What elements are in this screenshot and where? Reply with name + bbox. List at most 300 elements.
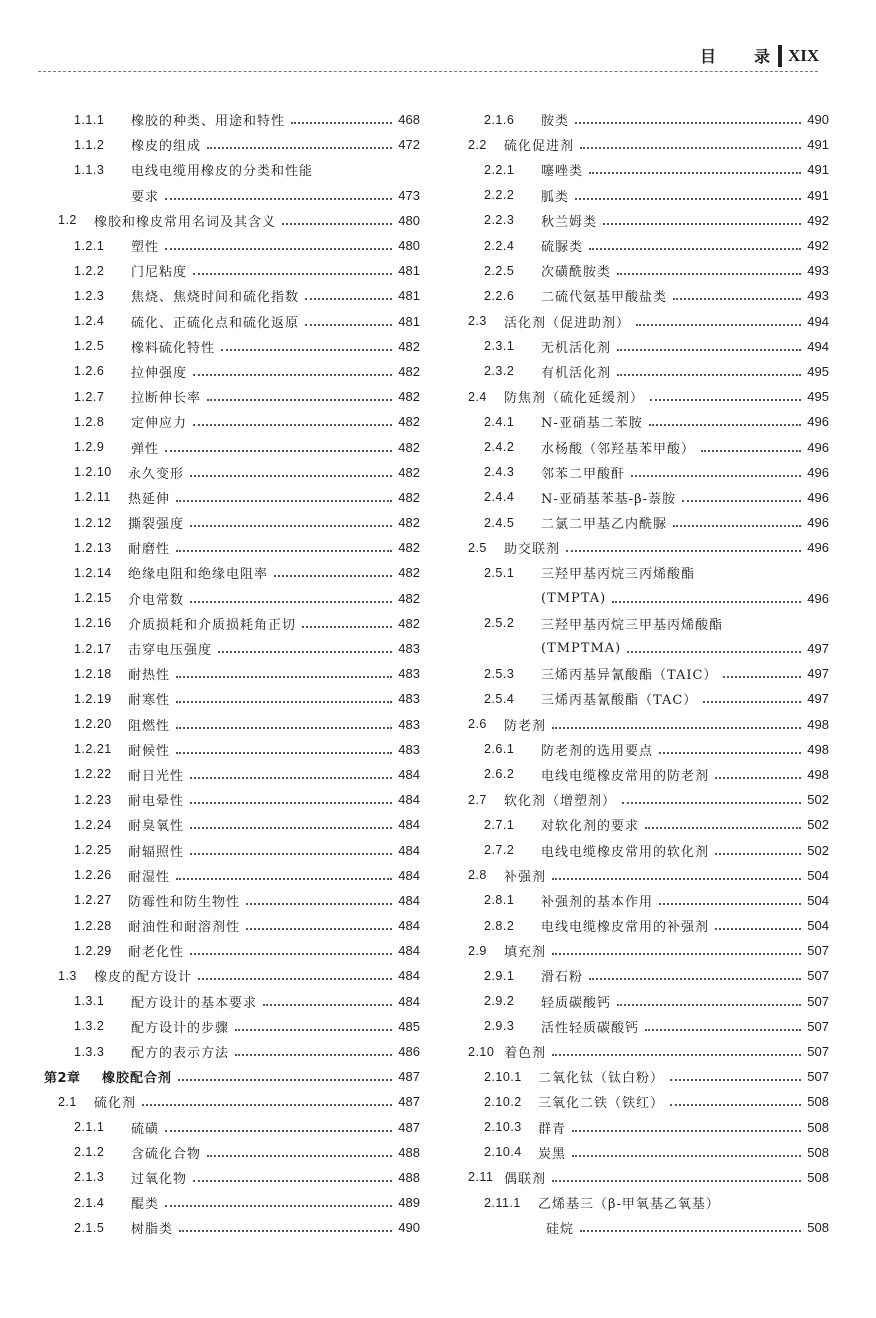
toc-entry-number: 2.6.1	[484, 742, 515, 757]
toc-entry-number: 2.5.3	[484, 666, 515, 681]
toc-entry	[44, 1014, 420, 1039]
toc-leader-dots	[176, 675, 392, 678]
toc-entry-page: 481	[398, 313, 420, 329]
toc-entry	[464, 1190, 829, 1215]
toc-entry	[44, 837, 420, 862]
toc-entry	[44, 863, 420, 888]
toc-entry-number: 1.2.23	[74, 792, 112, 807]
toc-entry	[464, 132, 829, 157]
toc-entry-page: 482	[398, 540, 420, 556]
toc-entry-number: 2.7	[468, 792, 487, 807]
toc-entry-title: 橡皮的配方设计	[94, 970, 193, 986]
toc-entry-page: 472	[398, 137, 420, 153]
toc-entry	[464, 183, 829, 208]
toc-entry-title: 活化剂（促进助剂）	[504, 315, 631, 331]
toc-leader-dots	[165, 1204, 392, 1207]
toc-leader-dots	[670, 1103, 801, 1106]
toc-leader-dots	[190, 776, 392, 779]
toc-entry-title: 拉断伸长率	[131, 391, 202, 407]
toc-leader-dots	[572, 1129, 801, 1132]
toc-entry-title: 防老剂的选用要点	[541, 743, 654, 759]
toc-entry-title: 填充剂	[504, 945, 547, 961]
toc-entry	[44, 384, 420, 409]
toc-entry-number: 1.3.3	[74, 1044, 105, 1059]
toc-leader-dots	[282, 222, 392, 225]
toc-entry-page: 484	[398, 968, 420, 984]
toc-entry-number: 2.1.2	[74, 1145, 105, 1160]
toc-entry-title: 三烯丙基氰酸酯（TAC）	[541, 693, 698, 709]
toc-leader-dots	[645, 826, 801, 829]
toc-entry	[464, 460, 829, 485]
toc-entry-page: 504	[807, 918, 829, 934]
toc-entry-page: 484	[398, 943, 420, 959]
toc-entry-page: 483	[398, 716, 420, 732]
toc-entry	[44, 359, 420, 384]
toc-leader-dots	[673, 297, 801, 300]
toc-entry	[464, 535, 829, 560]
toc-entry-title: 活性轻质碳酸钙	[541, 1020, 640, 1036]
toc-entry-page: 484	[398, 792, 420, 808]
toc-leader-dots	[190, 952, 392, 955]
toc-entry	[464, 888, 829, 913]
toc-entry-title: 塑性	[131, 240, 160, 256]
toc-entry	[44, 1190, 420, 1215]
toc-entry-page: 482	[398, 515, 420, 531]
toc-entry-title: (TMPTMA)	[541, 641, 622, 657]
toc-entry-number: 2.10.1	[484, 1069, 522, 1084]
toc-entry	[44, 1039, 420, 1064]
toc-entry-number: 2.2.5	[484, 263, 515, 278]
toc-entry-number: 2.2.4	[484, 238, 515, 253]
toc-entry-number: 1.2.26	[74, 868, 112, 883]
toc-entry	[44, 510, 420, 535]
toc-leader-dots	[176, 751, 392, 754]
toc-entry-page: 492	[807, 238, 829, 254]
toc-entry-title: 橡皮的组成	[131, 139, 202, 155]
header-title-first: 目	[700, 47, 717, 66]
toc-entry-number: 1.3	[58, 968, 77, 983]
toc-entry-number: 2.5.1	[484, 565, 515, 580]
toc-entry	[464, 107, 829, 132]
toc-entry-number: 2.4.4	[484, 490, 515, 505]
toc-entry-number: 2.10	[468, 1044, 495, 1059]
toc-entry	[44, 1089, 420, 1114]
toc-entry-title: 耐热性	[128, 668, 171, 684]
toc-entry	[44, 661, 420, 686]
toc-entry-title: 着色剂	[504, 1046, 547, 1062]
toc-entry-page: 483	[398, 641, 420, 657]
toc-entry-number: 1.2.21	[74, 742, 112, 757]
toc-entry-number: 2.5	[468, 540, 487, 555]
toc-entry	[44, 409, 420, 434]
toc-entry	[44, 888, 420, 913]
toc-entry-title: 绝缘电阻和绝缘电阻率	[128, 567, 269, 583]
toc-entry-number: 2.4.3	[484, 465, 515, 480]
toc-leader-dots	[682, 499, 801, 502]
toc-entry-page: 507	[807, 1044, 829, 1060]
toc-entry-title: 硫化剂	[94, 1096, 137, 1112]
toc-leader-dots	[176, 700, 392, 703]
toc-entry-title: 硫化促进剂	[504, 139, 575, 155]
toc-leader-dots	[305, 297, 392, 300]
toc-entry-number: 1.2.5	[74, 339, 105, 354]
toc-entry-number: 2.1.1	[74, 1120, 105, 1135]
toc-entry-title: 撕裂强度	[128, 517, 185, 533]
toc-entry-number: 2.2.6	[484, 288, 515, 303]
toc-entry	[44, 812, 420, 837]
toc-entry-page: 481	[398, 288, 420, 304]
toc-entry-title: 配方设计的步骤	[131, 1020, 230, 1036]
toc-leader-dots	[190, 474, 392, 477]
toc-entry	[464, 1089, 829, 1114]
toc-leader-dots	[176, 499, 392, 502]
toc-entry-page: 482	[398, 565, 420, 581]
toc-entry-number: 2.2	[468, 137, 487, 152]
toc-entry-page: 468	[398, 112, 420, 128]
toc-leader-dots	[235, 1053, 392, 1056]
toc-entry	[44, 1140, 420, 1165]
toc-entry	[464, 1215, 829, 1240]
toc-leader-dots	[715, 927, 801, 930]
toc-entry-number: 1.1.1	[74, 112, 105, 127]
toc-entry	[44, 1064, 420, 1089]
toc-entry-title: 电线电缆橡皮常用的防老剂	[541, 768, 710, 784]
toc-entry-title: 耐湿性	[128, 869, 171, 885]
toc-entry-number: 2.10.2	[484, 1094, 522, 1109]
toc-leader-dots	[612, 600, 801, 603]
toc-entry	[464, 434, 829, 459]
toc-entry	[464, 1039, 829, 1064]
toc-entry-page: 484	[398, 817, 420, 833]
toc-entry-page: 483	[398, 666, 420, 682]
toc-entry-title: 电线电缆用橡皮的分类和性能	[131, 164, 314, 180]
toc-entry-number: 2.11.1	[484, 1195, 521, 1210]
toc-leader-dots	[218, 650, 392, 653]
toc-leader-dots	[246, 902, 392, 905]
toc-entry-number: 2.10.4	[484, 1145, 522, 1160]
toc-entry	[44, 208, 420, 233]
toc-entry-title: 群青	[538, 1121, 567, 1137]
toc-leader-dots	[617, 348, 801, 351]
toc-entry-number: 1.2	[58, 213, 77, 228]
toc-entry-title: 要求	[131, 189, 160, 205]
toc-entry-page: 487	[398, 1069, 420, 1085]
toc-entry-page: 496	[807, 414, 829, 430]
toc-entry-title: 介电常数	[128, 592, 185, 608]
toc-leader-dots	[190, 600, 392, 603]
toc-entry-number: 2.1.4	[74, 1195, 105, 1210]
toc-entry-page: 502	[807, 792, 829, 808]
toc-entry-page: 480	[398, 238, 420, 254]
toc-entry-page: 484	[398, 867, 420, 883]
toc-leader-dots	[207, 1154, 392, 1157]
toc-entry-number: 1.2.11	[74, 490, 111, 505]
toc-entry-number: 2.4.5	[484, 515, 515, 530]
toc-entry	[464, 384, 829, 409]
toc-entry	[464, 636, 829, 661]
toc-entry-title: 硫化、正硫化点和硫化返原	[131, 315, 300, 331]
toc-entry-title: 防焦剂（硫化延缓剂）	[504, 391, 645, 407]
toc-entry-number: 2.8.2	[484, 918, 515, 933]
toc-entry-number: 2.3.2	[484, 364, 515, 379]
toc-entry-title: 噻唑类	[541, 164, 584, 180]
toc-entry	[464, 1165, 829, 1190]
toc-entry-page: 481	[398, 263, 420, 279]
toc-leader-dots	[552, 877, 801, 880]
toc-entry-page: 488	[398, 1144, 420, 1160]
toc-leader-dots	[580, 146, 801, 149]
toc-entry-number: 2.5.4	[484, 691, 515, 706]
toc-entry	[44, 132, 420, 157]
toc-entry-number: 1.2.8	[74, 414, 105, 429]
toc-entry	[464, 1014, 829, 1039]
toc-entry-page: 489	[398, 1195, 420, 1211]
toc-entry-number: 2.2.2	[484, 188, 515, 203]
toc-entry	[464, 913, 829, 938]
toc-leader-dots	[617, 373, 801, 376]
toc-entry-title: 补强剂	[504, 869, 547, 885]
toc-entry-page: 507	[807, 1069, 829, 1085]
toc-entry-page: 482	[398, 439, 420, 455]
toc-entry-title: 焦烧、焦烧时间和硫化指数	[131, 290, 300, 306]
toc-entry	[44, 309, 420, 334]
toc-leader-dots	[165, 247, 392, 250]
toc-entry	[464, 1064, 829, 1089]
toc-entry-number: 2.6	[468, 717, 487, 732]
header-title-second: 录	[754, 47, 771, 66]
toc-entry	[44, 535, 420, 560]
toc-entry-title: 过氧化物	[131, 1171, 188, 1187]
toc-entry	[464, 1115, 829, 1140]
toc-leader-dots	[575, 197, 801, 200]
toc-entry-number: 1.3.1	[74, 994, 105, 1009]
toc-entry-page: 487	[398, 1094, 420, 1110]
toc-leader-dots	[235, 1028, 392, 1031]
toc-entry-title: 橡料硫化特性	[131, 340, 216, 356]
toc-entry	[44, 1115, 420, 1140]
toc-leader-dots	[193, 1179, 392, 1182]
toc-entry-number: 1.1.2	[74, 137, 105, 152]
toc-entry-page: 508	[807, 1119, 829, 1135]
toc-entry-title: 防霉性和防生物性	[128, 894, 241, 910]
toc-leader-dots	[580, 1229, 801, 1232]
toc-leader-dots	[190, 852, 392, 855]
toc-entry	[44, 913, 420, 938]
toc-right-column	[464, 107, 829, 1240]
toc-entry	[44, 183, 420, 208]
toc-entry-title: 次磺酰胺类	[541, 265, 612, 281]
toc-entry-title: 硅烷	[546, 1222, 575, 1238]
toc-leader-dots	[193, 423, 392, 426]
toc-entry-number: 1.2.22	[74, 767, 112, 782]
toc-entry-page: 482	[398, 489, 420, 505]
toc-entry-page: 482	[398, 414, 420, 430]
toc-entry-title: 门尼粘度	[131, 265, 188, 281]
running-header	[700, 44, 819, 67]
toc-entry	[464, 938, 829, 963]
toc-entry	[44, 712, 420, 737]
toc-entry	[464, 837, 829, 862]
toc-leader-dots	[263, 1003, 392, 1006]
toc-leader-dots	[552, 1179, 801, 1182]
toc-entry-title: 耐臭氧性	[128, 819, 185, 835]
toc-entry-number: 1.2.29	[74, 943, 112, 958]
toc-entry-number: 1.2.28	[74, 918, 112, 933]
toc-entry-number: 2.11	[468, 1170, 494, 1185]
toc-leader-dots	[198, 977, 392, 980]
toc-entry-number: 2.4	[468, 389, 487, 404]
toc-entry-number: 1.2.20	[74, 717, 112, 732]
toc-entry	[464, 309, 829, 334]
toc-entry-page: 502	[807, 842, 829, 858]
toc-leader-dots	[190, 524, 392, 527]
toc-leader-dots	[715, 776, 801, 779]
toc-entry-number: 1.2.4	[74, 314, 105, 329]
toc-entry	[44, 460, 420, 485]
toc-leader-dots	[552, 726, 801, 729]
toc-entry-title: 配方设计的基本要求	[131, 995, 258, 1011]
toc-entry-title: 定伸应力	[131, 416, 188, 432]
toc-entry	[464, 812, 829, 837]
toc-entry	[464, 283, 829, 308]
toc-left-column	[44, 107, 420, 1240]
toc-entry-title: 胍类	[541, 189, 570, 205]
toc-leader-dots	[176, 549, 392, 552]
toc-entry-page: 497	[807, 641, 829, 657]
toc-leader-dots	[670, 1078, 801, 1081]
toc-leader-dots	[274, 574, 392, 577]
toc-entry-number: 1.2.16	[74, 616, 112, 631]
toc-entry-title: 电线电缆橡皮常用的补强剂	[541, 920, 710, 936]
toc-entry-number: 1.2.25	[74, 843, 112, 858]
toc-entry-number: 2.4.1	[484, 414, 515, 429]
toc-leader-dots	[649, 423, 802, 426]
toc-entry	[44, 938, 420, 963]
toc-entry-title: 橡胶配合剂	[102, 1071, 173, 1087]
toc-entry-title: 水杨酸（邻羟基苯甲酸）	[541, 441, 696, 457]
toc-entry-title: N-亚硝基苯基-β-萘胺	[541, 491, 677, 507]
toc-leader-dots	[603, 222, 801, 225]
toc-entry-number: 1.2.19	[74, 691, 112, 706]
toc-entry	[464, 737, 829, 762]
toc-entry	[44, 963, 420, 988]
toc-entry-page: 504	[807, 892, 829, 908]
toc-entry-number: 1.2.18	[74, 666, 112, 681]
toc-entry-number: 1.3.2	[74, 1019, 105, 1034]
toc-entry-title: 三烯丙基异氰酸酯（TAIC）	[541, 668, 718, 684]
toc-leader-dots	[221, 348, 392, 351]
toc-entry-title: 二氧化钛（钛白粉）	[538, 1071, 665, 1087]
toc-entry-page: 490	[807, 112, 829, 128]
toc-entry-page: 498	[807, 741, 829, 757]
toc-entry-title: 耐老化性	[128, 945, 185, 961]
toc-entry-title: 耐磨性	[128, 542, 171, 558]
toc-leader-dots	[645, 1028, 801, 1031]
toc-entry	[464, 485, 829, 510]
toc-entry-title: 耐日光性	[128, 768, 185, 784]
toc-leader-dots	[176, 877, 392, 880]
toc-entry	[464, 560, 829, 585]
toc-entry-page: 498	[807, 766, 829, 782]
toc-entry-title: (TMPTA)	[541, 590, 607, 606]
toc-entry-number: 1.2.9	[74, 440, 105, 455]
toc-leader-dots	[715, 852, 801, 855]
toc-entry	[464, 510, 829, 535]
toc-leader-dots	[176, 726, 392, 729]
toc-entry-page: 507	[807, 943, 829, 959]
toc-entry-page: 497	[807, 666, 829, 682]
toc-entry-number: 1.2.10	[74, 465, 112, 480]
toc-entry-title: 电线电缆橡皮常用的软化剂	[541, 844, 710, 860]
toc-entry-page: 496	[807, 540, 829, 556]
toc-leader-dots	[575, 121, 801, 124]
toc-entry	[464, 762, 829, 787]
toc-entry-title: 对软化剂的要求	[541, 819, 640, 835]
toc-entry-title: 乙烯基三（β-甲氧基乙氧基）	[538, 1197, 720, 1213]
toc-leader-dots	[190, 801, 392, 804]
toc-entry-page: 484	[398, 993, 420, 1009]
toc-entry-number: 1.2.3	[74, 288, 105, 303]
toc-leader-dots	[165, 197, 392, 200]
toc-entry-page: 490	[398, 1220, 420, 1236]
toc-entry	[464, 989, 829, 1014]
toc-entry-page: 508	[807, 1144, 829, 1160]
toc-entry-number: 2.8.1	[484, 893, 515, 908]
toc-entry-number: 2.1	[58, 1094, 77, 1109]
toc-entry-page: 496	[807, 439, 829, 455]
toc-entry-title: 树脂类	[131, 1222, 174, 1238]
toc-entry-page: 507	[807, 1018, 829, 1034]
toc-entry-title: 炭黑	[538, 1146, 567, 1162]
toc-entry	[44, 233, 420, 258]
toc-entry	[44, 636, 420, 661]
toc-entry-page: 482	[398, 590, 420, 606]
toc-entry	[464, 359, 829, 384]
toc-entry-page: 491	[807, 137, 829, 153]
toc-entry-title: 三羟甲基丙烷三丙烯酸酯	[541, 567, 696, 583]
toc-entry-page: 482	[398, 464, 420, 480]
toc-leader-dots	[291, 121, 392, 124]
toc-leader-dots	[701, 449, 801, 452]
toc-entry	[464, 787, 829, 812]
toc-entry-title: 二氯二甲基乙内酰脲	[541, 517, 668, 533]
toc-entry-number: 1.2.1	[74, 238, 105, 253]
toc-entry-number: 1.2.17	[74, 641, 112, 656]
toc-entry	[44, 1215, 420, 1240]
toc-leader-dots	[589, 171, 801, 174]
toc-leader-dots	[636, 323, 801, 326]
toc-leader-dots	[617, 1003, 801, 1006]
toc-entry-title: 偶联剂	[504, 1171, 547, 1187]
toc-entry	[464, 586, 829, 611]
toc-entry-page: 508	[807, 1169, 829, 1185]
toc-entry	[44, 686, 420, 711]
toc-entry-page: 488	[398, 1169, 420, 1185]
toc-entry-title: N-亚硝基二苯胺	[541, 416, 643, 432]
toc-entry-number: 2.1.5	[74, 1220, 105, 1235]
toc-entry-title: 含硫化合物	[131, 1146, 202, 1162]
toc-leader-dots	[617, 272, 801, 275]
toc-entry-page: 498	[807, 716, 829, 732]
toc-entry-number: 1.2.15	[74, 591, 112, 606]
toc-leader-dots	[179, 1229, 392, 1232]
toc-entry-title: 滑石粉	[541, 970, 584, 986]
toc-leader-dots	[566, 549, 801, 552]
toc-entry	[44, 762, 420, 787]
toc-leader-dots	[627, 650, 801, 653]
toc-entry-page: 507	[807, 968, 829, 984]
toc-leader-dots	[589, 247, 801, 250]
